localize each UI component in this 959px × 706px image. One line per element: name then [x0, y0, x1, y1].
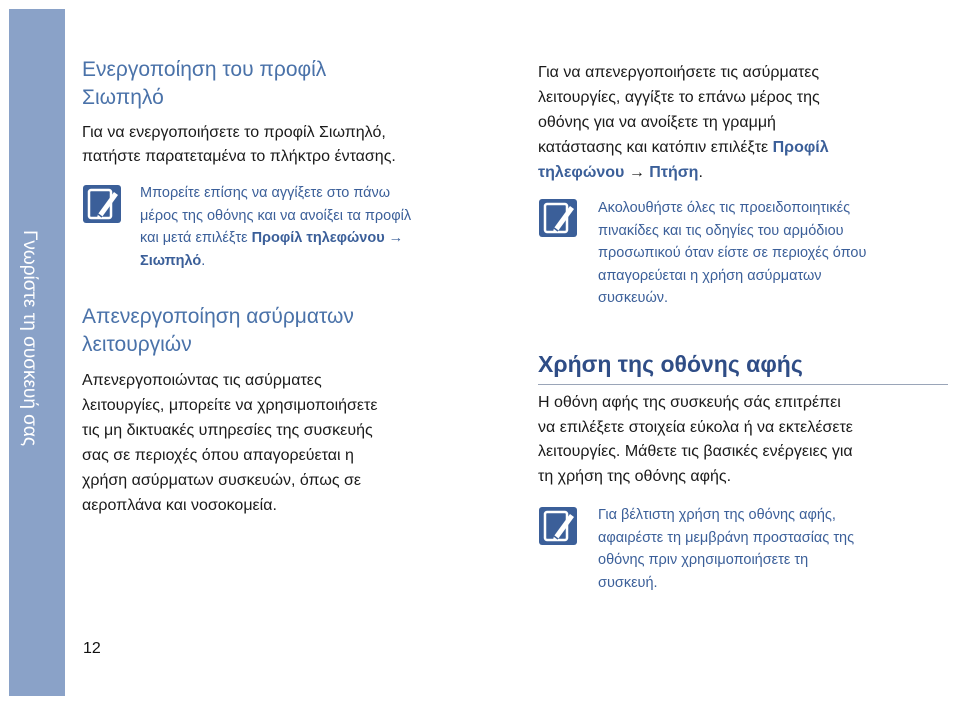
note-line: Για βέλτιστη χρήση της οθόνης αφής,: [598, 507, 836, 523]
note-line: Ακολουθήστε όλες τις προειδοποιητικές: [598, 200, 851, 216]
section-divider: [538, 384, 948, 385]
menu-path-silent: Σιωπηλό: [140, 252, 202, 269]
body-line: να επιλέξετε στοιχεία εύκολα ή να εκτελέσετε: [538, 418, 853, 436]
note-line: και μετά επιλέξτε: [140, 230, 252, 246]
note-line: απαγορεύεται η χρήση ασύρματων: [598, 267, 822, 284]
arrow-right-icon: →: [628, 164, 645, 181]
silent-profile-note: [82, 184, 502, 284]
note-line: Μπορείτε επίσης να αγγίξετε στο πάνω: [140, 185, 391, 201]
silent-profile-heading-line2: Σιωπηλό: [82, 86, 164, 109]
menu-path-flight: Πτήση: [649, 164, 699, 181]
screen-protector-note-text: [598, 504, 948, 594]
wireless-instructions: [538, 60, 829, 185]
warning-signs-note: [538, 198, 948, 318]
note-line: αφαιρέστε τη μεμβράνη προστασίας της: [598, 529, 855, 546]
note-line: συσκευών.: [598, 290, 669, 306]
body-line: λειτουργίες, μπορείτε να χρησιμοποιήσετε: [82, 397, 378, 414]
body-line: τις μη δικτυακές υπηρεσίες της συσκευής: [82, 422, 373, 439]
silent-profile-heading-line1: Ενεργοποίηση του προφίλ: [82, 58, 327, 81]
page-number: 12: [83, 640, 101, 657]
menu-path-profile: Προφίλ: [772, 139, 829, 156]
body-line-suffix: .: [698, 164, 703, 181]
body-line: χρήση ασύρματων συσκευών, όπως σε: [82, 472, 361, 489]
note-line: οθόνης πριν χρησιμοποιήσετε τη: [598, 552, 809, 568]
body-line: σας σε περιοχές όπου απαγορεύεται η: [82, 447, 354, 464]
wireless-off-heading-line1: Απενεργοποίηση ασύρματων: [82, 305, 354, 328]
menu-path-profile: Προφίλ τηλεφώνου: [251, 230, 385, 246]
note-line-suffix: .: [201, 252, 206, 269]
body-line: Για να απενεργοποιήσετε τις ασύρματες: [538, 64, 820, 81]
body-line: λειτουργίες. Μάθετε τις βασικές ενέργειες για: [538, 443, 853, 460]
silent-profile-body: [82, 121, 396, 169]
silent-profile-body-line2: πατήστε παρατεταμένα το πλήκτρο έντασης.: [82, 148, 396, 165]
body-line: λειτουργίες, αγγίξτε το επάνω μέρος της: [538, 89, 820, 106]
note-pencil-icon: [538, 506, 578, 546]
note-line: μέρος της οθόνης και να ανοίξει τα προφίλ: [140, 207, 412, 224]
body-line: Απενεργοποιώντας τις ασύρματες: [82, 372, 322, 389]
touchscreen-heading: Χρήση της οθόνης αφής: [538, 351, 803, 377]
warning-signs-note-text: [598, 197, 948, 310]
note-pencil-icon: [538, 198, 578, 238]
wireless-off-body: [82, 368, 377, 518]
note-line: πινακίδες και τις οδηγίες του αρμόδιου: [598, 222, 844, 239]
body-line: Η οθόνη αφής της συσκευής σάς επιτρέπει: [538, 394, 841, 411]
body-line: οθόνης για να ανοίξετε τη γραμμή: [538, 114, 776, 131]
touchscreen-body: [538, 391, 853, 489]
body-line: τη χρήση της οθόνης αφής.: [538, 467, 732, 485]
body-line: αεροπλάνα και νοσοκομεία.: [82, 497, 277, 514]
note-line: προσωπικού όταν είστε σε περιοχές όπου: [598, 245, 867, 261]
silent-profile-heading: [82, 56, 326, 112]
silent-profile-note-text: [140, 182, 500, 272]
menu-path-phone: τηλεφώνου: [538, 164, 625, 181]
note-line: συσκευή.: [598, 574, 658, 591]
wireless-off-heading: [82, 303, 354, 359]
wireless-off-heading-line2: λειτουργιών: [82, 333, 192, 356]
arrow-right-icon: →: [388, 230, 404, 246]
chapter-side-tab-label: Γνωρίστε τη συσκευή σας: [19, 229, 40, 447]
silent-profile-body-line1: Για να ενεργοποιήσετε το προφίλ Σιωπηλό,: [82, 124, 386, 141]
note-pencil-icon: [82, 184, 122, 224]
screen-protector-note: [538, 506, 948, 606]
body-line: κατάστασης και κατόπιν επιλέξτε: [538, 139, 773, 156]
